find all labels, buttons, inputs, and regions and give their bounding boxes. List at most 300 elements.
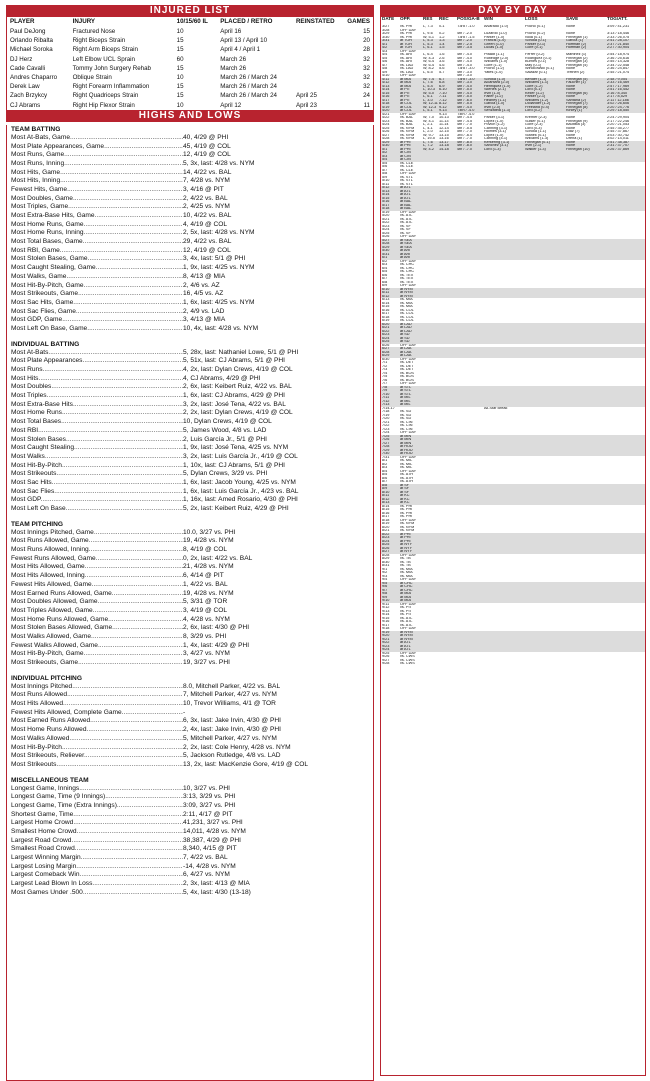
stat-row (11, 889, 369, 898)
day-by-day-cell: at ARI (400, 249, 411, 252)
day-by-day-cell: Gore (1-2) (525, 84, 543, 88)
injured-list-cell (295, 73, 346, 82)
day-by-day-cell: Faucher (1) (566, 81, 586, 84)
day-by-day-cell: vs. PHI (400, 25, 413, 28)
day-by-day-cell: Keller (1-2) (525, 91, 544, 95)
day-by-day-cell: 6-7 (439, 77, 445, 81)
day-by-day-cell: vs. DET (400, 361, 414, 364)
stat-value: 14,011, 4/28 vs. NYM (183, 828, 246, 836)
day-by-day-cell: 6/9 (382, 284, 388, 287)
day-by-day-cell: 6/28 (382, 350, 390, 354)
stat-label: Most Triples Allowed, Game ..... (11, 607, 183, 616)
day-by-day-cell: 4/10 (382, 74, 390, 77)
stat-label: Most Sac Hits, Game ..... (11, 299, 183, 308)
day-by-day-cell: at KC (400, 497, 410, 501)
day-by-day-cell: 9/27 (382, 658, 390, 662)
day-by-day-cell: 2:20 / 21,053 (607, 123, 630, 126)
day-by-day-cell: Parker (0-1) (525, 42, 546, 46)
day-by-day-cell: Parker (1-0) (484, 35, 505, 39)
injured-list-header (9, 17, 371, 27)
day-by-day-cell: 8/13 (382, 501, 390, 504)
day-by-day-cell: OFF DAY (400, 553, 417, 557)
day-by-day-cell: Hoffman (2) (566, 42, 586, 46)
day-by-day-cell: 5/4 (382, 158, 388, 161)
stat-label: Most Sac Flies, Game ..... (11, 308, 183, 317)
day-by-day-cell: OFF DAY (400, 578, 417, 581)
day-by-day-cell: vs. CWS (400, 658, 415, 662)
day-by-day-cell: López (1-0) (484, 119, 504, 123)
day-by-day-cell: 3/29 (382, 32, 390, 35)
day-by-day-cell: OFF DAY (400, 357, 417, 361)
day-by-day-cell: vs. PHI (400, 504, 413, 508)
day-by-day-cell: vs. MIA (400, 571, 413, 574)
stat-label: Most Hit-By-Pitch ..... (11, 744, 183, 753)
day-by-day-cell (422, 662, 438, 666)
day-by-day-cell: 7/2 (382, 364, 388, 368)
day-by-day-cell: 7/8 (382, 385, 388, 389)
stat-row (11, 444, 369, 453)
stat-label: Most Strikeouts, Game ..... (11, 659, 183, 668)
day-by-day-cell: Martinez (1) (566, 53, 587, 56)
day-by-day-cell: 7-11 (439, 95, 447, 98)
day-by-day-cell: L, 10-3 (423, 88, 435, 91)
injured-list-row (9, 73, 371, 82)
stat-row (11, 726, 369, 735)
stat-label: Most RBI ..... (11, 427, 183, 436)
day-by-day-cell: 6-10 (439, 88, 447, 91)
day-by-day-cell: Nola (0-1) (525, 35, 542, 39)
stat-label: Largest Lead Blown In Loss ..... (11, 880, 183, 889)
day-by-day-cell: 1-6 (439, 53, 445, 56)
day-by-day-cell: 6/6 (382, 273, 388, 277)
day-by-day-cell: at MIL (400, 403, 411, 406)
day-by-day-cell: 8/25 (382, 543, 390, 546)
stat-value: 1, 9x, last: 4/25 vs. NYM (183, 264, 255, 272)
injured-list-row (9, 91, 371, 100)
day-by-day-cell: 7/28 (382, 445, 390, 448)
stat-label: Most Stolen Bases ..... (11, 436, 183, 445)
day-by-day-cell: 8/29 (382, 557, 390, 560)
stat-label: Most Runs Allowed ..... (11, 691, 183, 700)
day-by-day-cell: at LAA (400, 350, 412, 354)
day-by-day-cell: Finnegan (6) (566, 91, 588, 95)
injured-list-cell (295, 36, 346, 45)
stat-value: 21, 4/28 vs. NYM (183, 563, 234, 571)
day-by-day-cell: at CHC (400, 585, 413, 588)
stat-label: Most At-Bats ..... (11, 349, 183, 358)
stat-value: 3, 4/27 vs. NYM (183, 650, 230, 658)
stat-label: Longest Game, Time (9 Innings) ..... (11, 793, 183, 802)
stat-label: Most Hits, Inning ..... (11, 177, 183, 186)
day-by-day-column-header: OPP. (400, 17, 411, 21)
day-by-day-cell: 5/22 (382, 221, 390, 224)
day-by-day-cell: W, 8-2 (423, 67, 434, 70)
stat-value: 10.0, 3/27 vs. PHI (183, 528, 236, 536)
day-by-day-cell: OFF DAY (400, 74, 417, 77)
day-by-day-cell: 6/23 (382, 333, 390, 336)
stat-label: Most Hit-By-Pitch, Game ..... (11, 650, 183, 659)
day-by-day-cell: All-Star Break (484, 406, 508, 410)
day-by-day-cell: 6/3 (382, 263, 388, 266)
injured-list-column-header: REINSTATED (295, 18, 335, 25)
day-by-day-column-header: REC (439, 17, 449, 21)
injured-list-cell: March 26 (220, 55, 247, 63)
stat-row (11, 752, 369, 761)
day-by-day-cell (524, 662, 565, 666)
day-by-day-cell: 8/27 (382, 550, 390, 553)
day-by-day-cell: 5/5 (382, 161, 388, 165)
day-by-day-cell: 4/20 (382, 109, 390, 112)
day-by-day-cell: 9/5 (382, 581, 388, 585)
stat-row (11, 854, 369, 863)
day-by-day-cell: at CIN (400, 158, 411, 161)
day-by-day-cell: vs. PIT (400, 609, 412, 613)
stat-value: 7, Mitchell Parker, 4/27 vs. NYM (183, 691, 277, 699)
day-by-day-cell: 9/13 (382, 609, 390, 613)
day-by-day-cell: 4/12 (382, 81, 390, 84)
day-by-day-cell: L, 4-1 (423, 126, 433, 130)
stat-label: Most GDP, Game ..... (11, 316, 183, 325)
day-by-day-cell: 4th / -2.5 (457, 42, 472, 46)
day-by-day-cell: 4/8 (382, 67, 388, 70)
stat-row (11, 863, 369, 872)
stat-label: Most Home Runs ..... (11, 409, 183, 418)
day-by-day-cell: at LAD (400, 326, 412, 329)
day-by-day-cell: Parker (2-1) (525, 95, 546, 98)
day-by-day-cell: W, 9-7 (423, 133, 434, 137)
stat-value: 3, 4/19 @ COL (183, 606, 228, 614)
injured-list-cell: Right Arm Biceps Strain (72, 46, 138, 54)
day-by-day-cell: 4/23 (382, 119, 390, 123)
day-by-day-cell: 8/26 (382, 546, 390, 550)
day-by-day-cell: L, 5-3 (423, 42, 433, 46)
day-by-day-cell: 4th / -2.0 (457, 32, 472, 35)
day-by-day-cell: Francis (1-0) (484, 39, 506, 42)
stat-row (11, 299, 369, 308)
stat-label: Most Walks Allowed, Game ..... (11, 633, 183, 642)
day-by-day-cell: 6/29 (382, 354, 390, 357)
stat-row (11, 659, 369, 668)
injured-list-column-header: GAMES (347, 18, 370, 25)
day-by-day-cell: at HOU (400, 445, 413, 448)
stat-value: 5, 51x, last: CJ Abrams, 5/1 @ PHI (183, 357, 285, 365)
stat-value: 1, 10x, last: CJ Abrams, 5/1 @ PHI (183, 461, 285, 469)
day-by-day-cell: at LAA (400, 347, 412, 350)
injured-list-row (9, 27, 371, 36)
day-by-day-cell: W, 5-0 (423, 91, 434, 95)
day-by-day-cell: 9/8 (382, 592, 388, 595)
stat-value: 2, Luis García Jr., 5/1 @ PHI (183, 435, 268, 443)
stat-label: Most Sac Flies ..... (11, 488, 183, 497)
day-by-day-cell: 4/27 (382, 133, 390, 137)
day-by-day-row (381, 662, 645, 666)
injured-list-cell: 10 (176, 28, 184, 35)
day-by-day-cell: Salazar (0-1) (525, 70, 547, 74)
injured-list-row (9, 82, 371, 91)
day-by-day-cell: at SF (400, 490, 410, 494)
day-by-day-table (380, 17, 646, 1076)
stat-row (11, 357, 369, 366)
day-by-day-cell: at MIN (400, 434, 412, 438)
day-by-day-cell: 2:29 / 18,550 (607, 109, 630, 112)
day-by-day-cell: at MIA (400, 599, 411, 602)
stat-row (11, 479, 369, 488)
day-by-day-cell: 6/5 (382, 270, 388, 273)
stat-row (11, 203, 369, 212)
day-by-day-cell: Lord (0-1) (525, 88, 542, 91)
stat-row (11, 871, 369, 880)
day-by-day-cell: 2:55 / 14,328 (607, 60, 630, 63)
stat-value: 5, 3/31 @ TOR (183, 598, 228, 606)
day-by-day-cell: vs. NYM (400, 130, 415, 133)
day-by-day-cell: 4th / -3.0 (457, 70, 472, 74)
stat-value: 1, 16x, last: Amed Rosario, 4/30 @ PHI (183, 496, 298, 504)
stat-value: 3, 4/13 @ MIA (183, 316, 226, 324)
day-by-day-cell: 4th / -4.5 (457, 116, 472, 119)
day-by-day-cell: 4th / -5.5 (457, 126, 472, 130)
day-by-day-cell: at PHI (400, 147, 411, 151)
day-by-day-cell: L, 7-2 (423, 144, 433, 147)
right-column (380, 5, 646, 1076)
day-by-day-cell: 0-2 (439, 32, 445, 35)
day-by-day-cell: None (566, 126, 576, 130)
day-by-day-cell: 8/9 (382, 487, 388, 490)
day-by-day-cell: Finnegan (7) (566, 102, 588, 105)
day-by-day-cell: 5/29 (382, 245, 390, 249)
day-by-day-cell: vs. CWS (400, 655, 415, 658)
stat-label: Most Stolen Bases Allowed, Game ..... (11, 624, 183, 633)
day-by-day-cell: T3rd / -3.0 (457, 67, 475, 70)
day-by-day-cell: vs. ATH (400, 476, 414, 480)
stat-row (11, 811, 369, 820)
injured-list-column-header: INJURY (72, 18, 96, 25)
day-by-day-cell: Finnegan (2) (566, 56, 588, 60)
stat-value: 10, 3/27 vs. PHI (183, 784, 230, 792)
day-by-day-cell: vs. STL (400, 182, 413, 186)
day-by-day-cell: 7/1 (382, 361, 388, 364)
day-by-day-cell: None (566, 32, 576, 35)
day-by-day-cell: 11-14 (439, 123, 449, 126)
day-by-day-cell: vs. MIA (400, 305, 413, 308)
injured-list-cell (295, 45, 346, 54)
stat-label: Longest Game, Innings ..... (11, 785, 183, 794)
day-by-day-cell: vs. CLE (400, 168, 414, 172)
day-by-day-cell: Irvin (1-0) (484, 91, 501, 95)
day-by-day-cell: 2:31 / 37,707 (607, 144, 630, 147)
day-by-day-cell: 6/1 (382, 256, 388, 259)
stat-value: 40, 4/29 @ PHI (183, 133, 229, 141)
stat-row (11, 546, 369, 555)
stat-label: Most Home Runs Allowed ..... (11, 726, 183, 735)
day-by-day-cell: T3rd / -3.0 (457, 77, 475, 81)
injured-list-table (6, 17, 374, 110)
day-by-day-cell: vs. SF (400, 228, 411, 231)
day-by-day-cell: Irvin (2-1) (525, 144, 542, 147)
injured-list-cell: Oblique Strain (72, 74, 112, 82)
day-by-day-cell: at MIN (400, 441, 412, 445)
day-by-day-cell: vs. ARI (400, 53, 413, 56)
day-by-day-cell: 7/10 (382, 392, 390, 396)
day-by-day-cell: OFF DAY (400, 343, 417, 347)
day-by-day-cell: Soroka (1-0) (484, 77, 506, 81)
day-by-day-cell: at LAA (400, 354, 412, 357)
day-by-day-cell: 5/30 (382, 249, 390, 252)
day-by-day-cell: 9/2 (382, 571, 388, 574)
day-by-day-cell: L, 6-1 (423, 46, 433, 49)
day-by-day-cell: 2:33 / 26,075 (607, 35, 630, 39)
day-by-day-cell: 8/18 (382, 518, 390, 522)
day-by-day-cell: Gore (1-1) (484, 63, 502, 67)
day-by-day-cell: L, 19-5 (423, 137, 435, 140)
stat-label: Most Hits ..... (11, 375, 183, 384)
day-by-day-cell: W, 7-4 (423, 77, 434, 81)
stat-value: 41,231, 3/27 vs. PHI (183, 819, 243, 827)
day-by-day-cell: OFF DAY (400, 431, 417, 434)
stat-label: Most Runs ..... (11, 366, 183, 375)
stat-row (11, 880, 369, 889)
day-by-day-cell: 2:54 / 18,974 (607, 53, 630, 56)
day-by-day-cell: at ARI (400, 256, 411, 259)
day-by-day-cell: 2:27 / 30,904 (607, 46, 630, 49)
injured-list-cell (295, 55, 346, 64)
day-by-day-cell: at NYY (400, 546, 413, 550)
day-by-day-cell: vs. CHC (400, 266, 415, 270)
stat-value: 2:11, 4/17 @ PIT (183, 810, 233, 818)
day-by-day-cell: Luzardo (1-0) (484, 32, 507, 35)
stat-value: 2, 4/6 vs. AZ (183, 281, 220, 289)
day-by-day-cell: at NYY (400, 543, 413, 546)
injured-list-cell: DJ Herz (10, 55, 33, 63)
day-by-day-cell: 5/1 (382, 147, 388, 151)
stat-value: 2, 4x, last: Jake Irvin, 4/30 @ PHI (183, 726, 281, 734)
stat-label: Most GDP ..... (11, 496, 183, 505)
day-by-day-cell: 6/18 (382, 315, 390, 319)
stat-row (11, 427, 369, 436)
day-by-day-cell: Hoffman (2) (566, 46, 586, 49)
day-by-day-cell: 8/31 (382, 564, 390, 567)
day-by-day-cell: 2:51 / 38,387 (607, 140, 630, 144)
day-by-day-cell: 4th / -7.0 (457, 123, 472, 126)
day-by-day-cell: at PIT (400, 91, 411, 95)
stat-label: Most Hits, Game ..... (11, 169, 183, 178)
day-by-day-cell: 7/25 (382, 434, 390, 438)
day-by-day-cell: 4/3 (382, 49, 388, 53)
day-by-day-cell: 2:26 / 37,869 (607, 147, 630, 151)
day-by-day-cell: Soroka (0-1) (525, 39, 547, 42)
stat-label: Most Caught Stealing ..... (11, 444, 183, 453)
day-by-day-cell: 4th / -7.0 (457, 147, 472, 151)
day-by-day-cell: at LAD (400, 322, 412, 326)
day-by-day-cell: at PHI (400, 144, 411, 147)
day-by-day-cell: at HOU (400, 452, 413, 455)
day-by-day-cell: 9/25 (382, 651, 390, 655)
stat-row (11, 282, 369, 291)
day-by-day-cell: 4/11 (382, 77, 390, 81)
stat-value: 4, 4/28 vs. NYM (183, 615, 230, 623)
stat-row (11, 785, 369, 794)
day-by-day-cell: at SEA (400, 238, 412, 242)
stat-row (11, 151, 369, 160)
day-by-day-cell: Kinley (1) (566, 109, 583, 112)
day-by-day-cell: 5-6 (439, 67, 445, 70)
injured-list-title: INJURED LIST (6, 5, 374, 17)
day-by-day-cell: 7/24 (382, 431, 390, 434)
stat-value: 4, 2x, last: Dylan Crews, 4/19 @ COL (183, 366, 293, 374)
day-by-day-cell: vs. STL (400, 179, 413, 182)
injured-list-cell: 24 (363, 92, 370, 100)
day-by-day-cell: Green (1-0) (484, 42, 504, 46)
day-by-day-cell: OFF DAY (400, 651, 417, 655)
day-by-day-cell: vs. MIL (400, 462, 413, 466)
day-by-day-cell: L, 6-5 (423, 70, 433, 74)
day-by-day-cell: vs. CLE (400, 161, 414, 165)
stat-label: Most Left On Base ..... (11, 505, 183, 514)
stat-value: 5, Jackson Rutledge, 4/8 vs. LAD (183, 752, 281, 760)
day-by-day-cell: Holmes (3-1) (484, 130, 506, 133)
stat-label: Longest Game, Time (Extra Innings) ..... (11, 802, 183, 811)
day-by-day-cell: at KC (400, 501, 410, 504)
stat-label: Most Earned Runs Allowed ..... (11, 717, 183, 726)
day-by-day-cell: 9/14 (382, 613, 390, 616)
day-by-day-cell: 4/28 (382, 137, 390, 140)
stat-value: 29, 4/22 vs. BAL (183, 238, 232, 246)
day-by-day-cell: L, 2-0 (423, 130, 433, 133)
injured-list-cell: 20 (363, 37, 370, 45)
day-by-day-cell: vs. ATL (400, 217, 413, 221)
day-by-day-cell: Finnegan (8) (566, 105, 588, 109)
stat-row (11, 134, 369, 143)
injured-list-cell: 32 (363, 55, 370, 63)
day-by-day-cell: 5th / -7.0 (457, 130, 472, 133)
stat-label: Most Hit-By-Pitch, Game ..... (11, 282, 183, 291)
day-by-day-cell: vs. PIT (400, 613, 412, 616)
day-by-day-cell: Alvarado (1-0) (484, 25, 509, 28)
day-by-day-cell: 4/22 (382, 116, 390, 119)
section-heading: TEAM BATTING (11, 125, 61, 133)
day-by-day-cell: W, 4-3 (423, 56, 434, 60)
day-by-day-cell: at NYM (400, 634, 413, 637)
day-by-day-cell: 5/2 (382, 151, 388, 154)
day-by-day-cell: 8/30 (382, 560, 390, 564)
day-by-day-cell: 6/2 (382, 259, 388, 263)
day-by-day-cell: 7/11 (382, 396, 390, 399)
day-by-day-cell: 8-12 (439, 102, 447, 105)
injured-list-cell: April 4 / April 1 (220, 46, 261, 54)
stat-label: Most Doubles, Game ..... (11, 195, 183, 204)
day-by-day-cell: Alcantara (2-0) (484, 81, 510, 84)
section-heading: INDIVIDUAL PITCHING (11, 674, 82, 682)
day-by-day-cell: at STL (400, 389, 412, 392)
day-by-day-cell: 9/18 (382, 627, 390, 630)
day-by-day-cell: 4th / -4.0 (457, 60, 472, 63)
day-by-day-cell: 9/11 (382, 602, 390, 606)
day-by-day-cell: at BAL (400, 203, 412, 207)
day-by-day-cell: 8/24 (382, 539, 390, 543)
day-by-day-cell: Díaz (7) (566, 130, 580, 133)
stat-row (11, 563, 369, 572)
day-by-day-cell: vs. ATL (400, 214, 413, 217)
day-by-day-cell: 7-10 (439, 91, 447, 95)
stat-label: Most Walks ..... (11, 453, 183, 462)
stat-value: 1, 6x, last: Jacob Young, 4/25 vs. NYM (183, 478, 296, 486)
day-by-day-cell: at MIN (400, 438, 412, 441)
stat-label: Fewest Hits Allowed, Complete Game ..... (11, 709, 183, 718)
stat-row (11, 453, 369, 462)
day-by-day-cell: Finnegan (9) (566, 119, 588, 123)
stat-value: 45, 4/19 @ COL (183, 142, 231, 150)
day-by-day-cell: 8/15 (382, 508, 390, 511)
day-by-day-cell: 7/27 (382, 441, 390, 445)
